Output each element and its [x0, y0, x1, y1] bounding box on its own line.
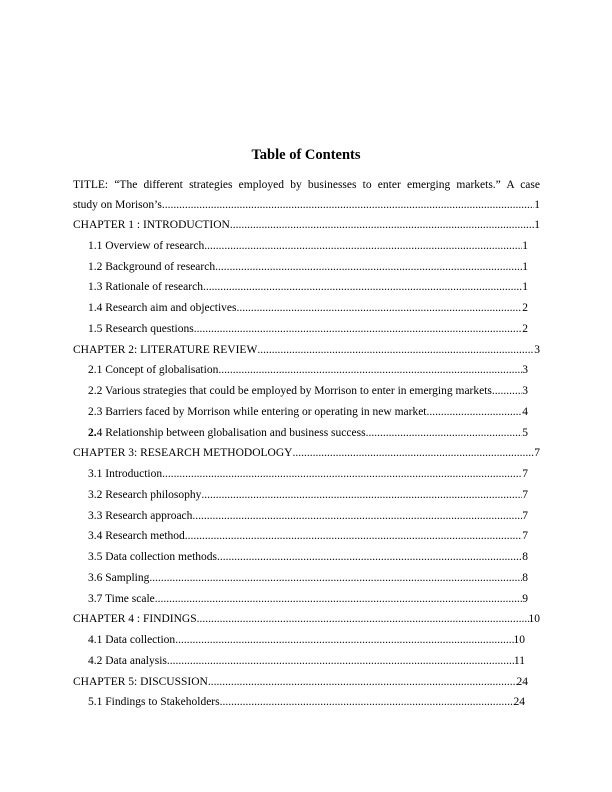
toc-entry-5-1[interactable] [73, 692, 525, 713]
toc-entry-label: 3.5 Data collection methods [88, 551, 218, 563]
dot-leader [217, 547, 522, 568]
toc-entry-label-rest: 4 Relationship between globalisation and business success [96, 426, 366, 439]
toc-entry-label: 4.2 Data analysis [88, 654, 167, 667]
dot-leader [492, 381, 522, 402]
toc-entry-3-1[interactable] [73, 464, 528, 485]
toc-entry-1-2[interactable] [73, 257, 528, 278]
toc-entry-page: 24 [513, 696, 525, 709]
toc-entry-label: 1.2 Background of research [88, 260, 216, 273]
dot-leader [167, 651, 514, 672]
toc-entry-label: CHAPTER 5: DISCUSSION [73, 675, 208, 688]
toc-entry-label: 3.1 Introduction [88, 468, 163, 480]
toc-entry-page: 5 [522, 426, 528, 439]
toc-entry-page: 7 [522, 509, 528, 522]
dot-leader [155, 589, 522, 610]
toc-entry-2-3[interactable] [73, 402, 528, 423]
dot-leader [218, 360, 522, 381]
toc-entry-label: 1.5 Research questions [88, 322, 194, 335]
toc-entry-1-4[interactable] [73, 298, 528, 319]
toc-entry-3-5[interactable] [73, 547, 528, 568]
toc-title-text: TITLE: “The different strategies employed by businesses to enter emerging markets.” A case [73, 179, 540, 191]
dot-leader [175, 630, 513, 651]
toc-entry-3-4[interactable] [73, 526, 528, 547]
toc-entry-page: 1 [534, 199, 540, 211]
toc-entry-1-3[interactable] [73, 277, 528, 298]
toc-entry-2-2[interactable] [73, 381, 528, 402]
toc-entry-chapter-1[interactable] [73, 215, 540, 236]
dot-leader [149, 568, 522, 589]
dot-leader [220, 692, 514, 713]
toc-entry-page: 4 [522, 405, 528, 418]
toc-entry-label: 3.6 Sampling [88, 571, 150, 584]
toc-entry-label: CHAPTER 1 : INTRODUCTION [73, 219, 230, 231]
toc-entry-label: CHAPTER 2: LITERATURE REVIEW [73, 343, 258, 356]
toc-entry-label: 1.3 Rationale of research [88, 281, 203, 294]
toc-entry-label: 3.2 Research philosophy [88, 488, 202, 501]
toc-entry-chapter-3[interactable] [73, 443, 540, 464]
toc-entry-page: 24 [516, 675, 528, 688]
page-title: Table of Contents [251, 147, 361, 163]
toc-entry-page: 10 [513, 634, 525, 646]
dot-leader [197, 609, 529, 630]
dot-leader [194, 319, 523, 340]
toc-entry-page: 7 [522, 530, 528, 543]
toc-entry-chapter-2[interactable] [73, 340, 540, 361]
toc-entry-label: 3.7 Time scale [88, 592, 155, 605]
dot-leader [230, 215, 534, 236]
toc-entry-page: 1 [522, 260, 528, 273]
toc-entry-page: 7 [534, 447, 540, 460]
dot-leader [185, 526, 522, 547]
toc-entry-label: 1.4 Research aim and objectives [88, 302, 237, 314]
toc-entry-3-3[interactable] [73, 506, 528, 527]
toc-entry-page: 3 [534, 343, 540, 356]
dot-leader [427, 402, 523, 423]
dot-leader [366, 423, 523, 444]
toc-entry-page: 7 [522, 488, 528, 501]
toc-entry-3-6[interactable] [73, 568, 528, 589]
toc-entry-label: 3.4 Research method [88, 530, 185, 543]
toc-entry-label: 2.3 Barriers faced by Morrison while entering or operating in new market [88, 405, 427, 418]
toc-entry-page: 2 [522, 322, 528, 335]
toc-entry-label: CHAPTER 4 : FINDINGS [73, 613, 197, 626]
toc-entry-page: 11 [513, 654, 525, 667]
toc-entry-label: CHAPTER 3: RESEARCH METHODOLOGY [73, 447, 293, 460]
toc-entry-page: 10 [528, 613, 540, 626]
toc-entry-label: 2.2 Various strategies that could be employed by Morrison to enter in emerging markets [88, 385, 492, 397]
toc-entry-page: 9 [522, 592, 528, 605]
toc-entry-page: 8 [522, 571, 528, 584]
toc-entry-page: 7 [522, 468, 528, 480]
toc-entry-1-1[interactable] [73, 236, 528, 257]
toc-entry-label: 2.1 Concept of globalisation [88, 364, 219, 377]
toc-entry-page: 2 [522, 302, 528, 314]
toc-entry-page: 1 [522, 281, 528, 294]
toc-entry-label: 1.1 Overview of research [88, 239, 205, 252]
toc-entry-label: 3.3 Research approach [88, 509, 193, 522]
toc-entry-2-4[interactable] [73, 423, 528, 444]
toc-entry-label: study on Morison’s [73, 199, 162, 211]
toc-entry-2-1[interactable] [73, 360, 528, 381]
dot-leader [215, 257, 522, 278]
dot-leader [201, 485, 522, 506]
toc-entry-3-7[interactable] [73, 589, 528, 610]
dot-leader [204, 236, 522, 257]
toc-entry-chapter-5[interactable] [73, 672, 528, 693]
toc-entry-chapter-4[interactable] [73, 609, 540, 630]
toc-entry-page: 1 [534, 219, 540, 231]
toc-entry-page: 8 [522, 551, 528, 563]
toc-entry-1-5[interactable] [73, 319, 528, 340]
toc-entry-4-2[interactable] [73, 651, 525, 672]
dot-leader [203, 277, 522, 298]
dot-leader [162, 464, 522, 485]
toc-entry-number-bold: 2. [88, 426, 97, 439]
table-of-contents [73, 175, 540, 713]
toc-entry-3-2[interactable] [73, 485, 528, 506]
toc-entry-label: 5.1 Findings to Stakeholders [88, 696, 220, 709]
dot-leader [162, 195, 534, 215]
toc-entry-label [88, 423, 366, 444]
dot-leader [208, 672, 517, 693]
toc-entry-4-1[interactable] [73, 630, 525, 651]
dot-leader [192, 506, 522, 527]
toc-entry-page: 3 [522, 385, 528, 397]
toc-entry-page: 3 [522, 364, 528, 377]
dot-leader [237, 298, 523, 319]
toc-title-entry-line2[interactable] [73, 195, 540, 215]
dot-leader [257, 340, 534, 361]
dot-leader [292, 443, 534, 464]
toc-entry-label: 4.1 Data collection [88, 634, 176, 646]
toc-title-entry-line1[interactable] [73, 175, 540, 195]
toc-entry-page: 1 [522, 239, 528, 252]
